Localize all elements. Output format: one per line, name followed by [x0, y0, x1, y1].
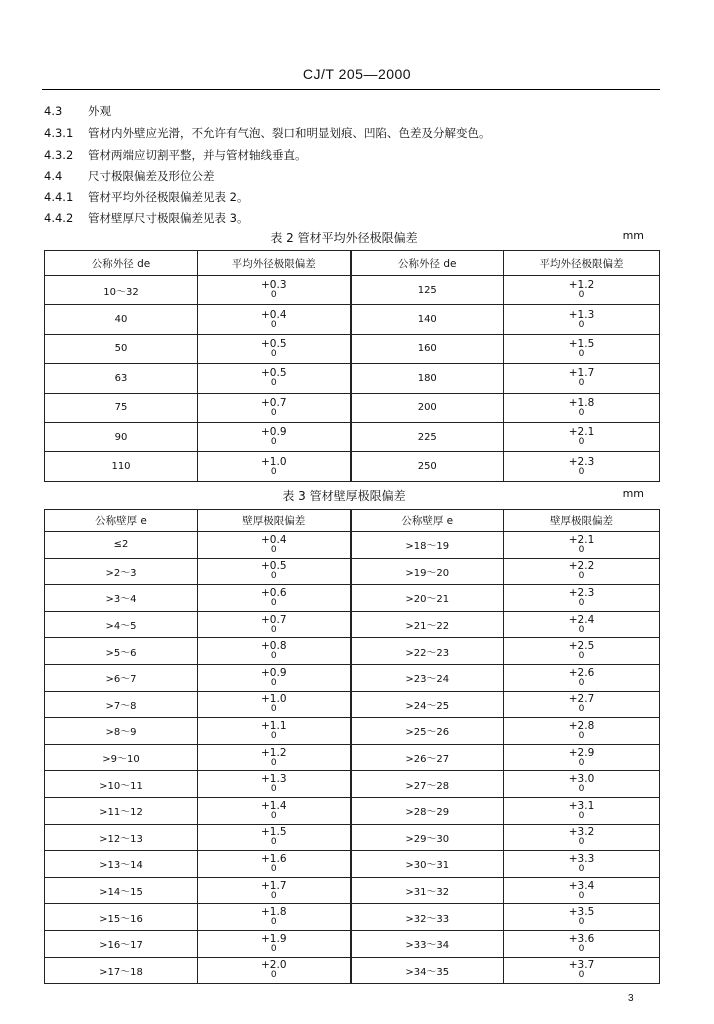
nominal-size-cell: 90 — [45, 422, 198, 451]
nominal-size-cell: 110 — [45, 452, 198, 481]
deviation-cell — [504, 638, 660, 665]
nominal-size-cell: 140 — [351, 305, 504, 334]
paragraph-text: 外观 — [88, 104, 111, 118]
table2-title: 表 2 管材平均外径极限偏差 — [270, 231, 418, 245]
deviation-cell — [198, 638, 351, 665]
lower-deviation: 0 — [270, 704, 277, 715]
nominal-size-cell: >33～34 — [351, 930, 504, 957]
deviation-cell — [198, 664, 351, 691]
nominal-size-cell: >22～23 — [351, 638, 504, 665]
table-header-cell: 平均外径极限偏差 — [504, 251, 660, 276]
nominal-size-cell: 180 — [351, 364, 504, 393]
deviation-cell — [198, 532, 351, 559]
deviation-cell — [504, 585, 660, 612]
lower-deviation: 0 — [270, 810, 277, 821]
upper-deviation: +0.4 — [261, 533, 287, 546]
lower-deviation: 0 — [270, 917, 277, 928]
nominal-size-cell: >16～17 — [45, 930, 198, 957]
table3 — [44, 509, 660, 984]
nominal-size-cell: >14～15 — [45, 877, 198, 904]
table-row — [45, 334, 660, 363]
upper-deviation: +0.6 — [261, 586, 287, 599]
table-row — [45, 585, 660, 612]
table-row — [45, 930, 660, 957]
deviation-cell — [504, 305, 660, 334]
upper-deviation: +0.5 — [261, 337, 287, 350]
deviation-cell — [198, 305, 351, 334]
nominal-size-cell: >7～8 — [45, 691, 198, 718]
nominal-size-cell: >11～12 — [45, 797, 198, 824]
nominal-size-cell: >21～22 — [351, 611, 504, 638]
document-header: CJ/T 205—2000 — [302, 66, 412, 82]
nominal-size-cell: >28～29 — [351, 797, 504, 824]
deviation-cell — [504, 452, 660, 481]
upper-deviation: +3.3 — [568, 852, 595, 865]
upper-deviation: +0.8 — [261, 640, 287, 653]
nominal-size-cell: >20～21 — [351, 585, 504, 612]
paragraph-4-3 — [44, 103, 111, 119]
upper-deviation: +0.5 — [261, 367, 287, 380]
deviation-cell — [198, 930, 351, 957]
paragraph-text: 管材壁厚尺寸极限偏差见表 3。 — [88, 211, 249, 225]
nominal-size-cell: >30～31 — [351, 851, 504, 878]
table-header-cell: 公称外径 de — [45, 251, 198, 276]
upper-deviation: +1.5 — [261, 826, 287, 839]
paragraph-text: 管材两端应切割平整，并与管材轴线垂直。 — [88, 148, 307, 162]
page-number: 3 — [628, 993, 634, 1004]
table-row — [45, 393, 660, 422]
deviation-cell — [504, 532, 660, 559]
lower-deviation: 0 — [578, 544, 585, 555]
nominal-size-cell: 160 — [351, 334, 504, 363]
lower-deviation: 0 — [578, 890, 585, 901]
paragraph-number: 4.3.2 — [44, 148, 74, 162]
deviation-cell — [198, 851, 351, 878]
table-row — [45, 276, 660, 305]
upper-deviation: +0.3 — [261, 279, 287, 292]
lower-deviation: 0 — [578, 837, 585, 848]
deviation-cell — [198, 558, 351, 585]
nominal-size-cell: 125 — [351, 276, 504, 305]
lower-deviation: 0 — [578, 677, 585, 688]
lower-deviation: 0 — [270, 784, 277, 795]
deviation-cell — [198, 334, 351, 363]
upper-deviation: +2.1 — [568, 426, 595, 439]
table-row — [45, 851, 660, 878]
lower-deviation: 0 — [578, 466, 585, 477]
lower-deviation: 0 — [578, 624, 585, 635]
upper-deviation: +0.7 — [261, 613, 287, 626]
nominal-size-cell: 225 — [351, 422, 504, 451]
upper-deviation: +1.6 — [261, 852, 287, 865]
deviation-cell — [504, 393, 660, 422]
nominal-size-cell: >32～33 — [351, 904, 504, 931]
upper-deviation: +3.6 — [568, 932, 595, 945]
deviation-cell — [198, 364, 351, 393]
lower-deviation: 0 — [270, 466, 277, 477]
lower-deviation: 0 — [270, 943, 277, 954]
upper-deviation: +1.3 — [261, 773, 287, 786]
table-row — [45, 904, 660, 931]
table-header-cell: 公称壁厚 e — [351, 510, 504, 532]
lower-deviation: 0 — [270, 544, 277, 555]
nominal-size-cell: >26～27 — [351, 744, 504, 771]
nominal-size-cell: >31～32 — [351, 877, 504, 904]
deviation-cell — [504, 930, 660, 957]
lower-deviation: 0 — [578, 290, 585, 301]
upper-deviation: +1.5 — [568, 337, 595, 350]
nominal-size-cell: 50 — [45, 334, 198, 363]
upper-deviation: +0.9 — [261, 426, 287, 439]
deviation-cell — [198, 276, 351, 305]
table2-unit: mm — [622, 229, 644, 242]
deviation-cell — [504, 824, 660, 851]
upper-deviation: +3.2 — [568, 826, 595, 839]
lower-deviation: 0 — [578, 348, 585, 359]
upper-deviation: +2.2 — [568, 560, 595, 573]
upper-deviation: +1.7 — [568, 367, 595, 380]
nominal-size-cell: 75 — [45, 393, 198, 422]
lower-deviation: 0 — [578, 319, 585, 330]
nominal-size-cell: 250 — [351, 452, 504, 481]
nominal-size-cell: >15～16 — [45, 904, 198, 931]
deviation-cell — [504, 957, 660, 984]
upper-deviation: +3.4 — [568, 879, 595, 892]
deviation-cell — [504, 334, 660, 363]
deviation-cell — [198, 452, 351, 481]
paragraph-text: 管材平均外径极限偏差见表 2。 — [88, 190, 249, 204]
deviation-cell — [504, 718, 660, 745]
table-row — [45, 771, 660, 798]
lower-deviation: 0 — [578, 730, 585, 741]
nominal-size-cell: >6～7 — [45, 664, 198, 691]
lower-deviation: 0 — [578, 757, 585, 768]
nominal-size-cell: >25～26 — [351, 718, 504, 745]
deviation-cell — [198, 771, 351, 798]
deviation-cell — [504, 797, 660, 824]
lower-deviation: 0 — [270, 677, 277, 688]
upper-deviation: +2.9 — [568, 746, 595, 759]
upper-deviation: +3.1 — [568, 799, 595, 812]
table-row — [45, 558, 660, 585]
lower-deviation: 0 — [270, 437, 277, 448]
deviation-cell — [198, 957, 351, 984]
nominal-size-cell: >2～3 — [45, 558, 198, 585]
table-row — [45, 532, 660, 559]
paragraph-text: 管材内外壁应光滑，不允许有气泡、裂口和明显划痕、凹陷、色差及分解变色。 — [88, 126, 491, 140]
upper-deviation: +1.8 — [568, 396, 595, 409]
nominal-size-cell: >29～30 — [351, 824, 504, 851]
paragraph-number: 4.3.1 — [44, 126, 74, 140]
lower-deviation: 0 — [270, 319, 277, 330]
table-row — [45, 664, 660, 691]
nominal-size-cell: >3～4 — [45, 585, 198, 612]
deviation-cell — [198, 797, 351, 824]
lower-deviation: 0 — [270, 863, 277, 874]
upper-deviation: +0.4 — [261, 308, 287, 321]
lower-deviation: 0 — [578, 810, 585, 821]
nominal-size-cell: 63 — [45, 364, 198, 393]
upper-deviation: +1.2 — [261, 746, 287, 759]
upper-deviation: +3.0 — [568, 773, 595, 786]
nominal-size-cell: >9～10 — [45, 744, 198, 771]
lower-deviation: 0 — [270, 890, 277, 901]
upper-deviation: +1.1 — [261, 719, 287, 732]
deviation-cell — [198, 904, 351, 931]
deviation-cell — [198, 611, 351, 638]
deviation-cell — [504, 422, 660, 451]
table-row — [45, 824, 660, 851]
paragraph-text: 尺寸极限偏差及形位公差 — [88, 169, 215, 183]
table-row — [45, 305, 660, 334]
table3-unit: mm — [622, 487, 644, 500]
table-row — [45, 957, 660, 984]
table-header-cell: 平均外径极限偏差 — [198, 251, 351, 276]
upper-deviation: +1.8 — [261, 906, 287, 919]
paragraph-4-4-1 — [44, 189, 248, 205]
upper-deviation: +0.9 — [261, 666, 287, 679]
lower-deviation: 0 — [270, 597, 277, 608]
upper-deviation: +1.9 — [261, 932, 287, 945]
deviation-cell — [198, 877, 351, 904]
deviation-cell — [198, 691, 351, 718]
deviation-cell — [504, 558, 660, 585]
table-row — [45, 744, 660, 771]
upper-deviation: +1.3 — [568, 308, 595, 321]
table-header-cell: 公称外径 de — [351, 251, 504, 276]
lower-deviation: 0 — [270, 757, 277, 768]
lower-deviation: 0 — [270, 378, 277, 389]
lower-deviation: 0 — [270, 571, 277, 582]
upper-deviation: +1.0 — [261, 693, 287, 706]
lower-deviation: 0 — [270, 407, 277, 418]
nominal-size-cell: >8～9 — [45, 718, 198, 745]
table-header-cell: 壁厚极限偏差 — [198, 510, 351, 532]
nominal-size-cell: >34～35 — [351, 957, 504, 984]
header-rule — [42, 89, 660, 90]
paragraph-number: 4.3 — [44, 104, 63, 118]
paragraph-number: 4.4.2 — [44, 211, 74, 225]
lower-deviation: 0 — [578, 597, 585, 608]
nominal-size-cell: >23～24 — [351, 664, 504, 691]
nominal-size-cell: >18～19 — [351, 532, 504, 559]
lower-deviation: 0 — [578, 437, 585, 448]
paragraph-4-4 — [44, 168, 215, 184]
deviation-cell — [198, 824, 351, 851]
lower-deviation: 0 — [270, 651, 277, 662]
paragraph-4-4-2 — [44, 210, 248, 226]
table-row — [45, 452, 660, 481]
nominal-size-cell: >17～18 — [45, 957, 198, 984]
upper-deviation: +2.7 — [568, 693, 595, 706]
deviation-cell — [504, 691, 660, 718]
table-row — [45, 611, 660, 638]
deviation-cell — [198, 393, 351, 422]
lower-deviation: 0 — [578, 970, 585, 981]
upper-deviation: +1.4 — [261, 799, 287, 812]
deviation-cell — [504, 664, 660, 691]
paragraph-4-3-1 — [44, 125, 491, 141]
table-row — [45, 797, 660, 824]
table-row — [45, 638, 660, 665]
deviation-cell — [504, 744, 660, 771]
deviation-cell — [504, 364, 660, 393]
lower-deviation: 0 — [270, 348, 277, 359]
table-header-cell: 公称壁厚 e — [45, 510, 198, 532]
upper-deviation: +2.3 — [568, 455, 595, 468]
table-row — [45, 877, 660, 904]
deviation-cell — [198, 744, 351, 771]
lower-deviation: 0 — [578, 784, 585, 795]
lower-deviation: 0 — [578, 863, 585, 874]
lower-deviation: 0 — [270, 970, 277, 981]
lower-deviation: 0 — [270, 730, 277, 741]
table-header-cell: 壁厚极限偏差 — [504, 510, 660, 532]
nominal-size-cell: >27～28 — [351, 771, 504, 798]
nominal-size-cell: >12～13 — [45, 824, 198, 851]
upper-deviation: +2.3 — [568, 586, 595, 599]
paragraph-number: 4.4 — [44, 169, 63, 183]
upper-deviation: +0.7 — [261, 396, 287, 409]
lower-deviation: 0 — [578, 943, 585, 954]
deviation-cell — [198, 422, 351, 451]
paragraph-number: 4.4.1 — [44, 190, 74, 204]
table3-title: 表 3 管材壁厚极限偏差 — [282, 489, 406, 503]
deviation-cell — [504, 904, 660, 931]
deviation-cell — [198, 585, 351, 612]
lower-deviation: 0 — [578, 378, 585, 389]
upper-deviation: +3.5 — [568, 906, 595, 919]
nominal-size-cell: >24～25 — [351, 691, 504, 718]
upper-deviation: +1.7 — [261, 879, 287, 892]
table-row — [45, 422, 660, 451]
nominal-size-cell: >4～5 — [45, 611, 198, 638]
deviation-cell — [198, 718, 351, 745]
upper-deviation: +2.5 — [568, 640, 595, 653]
table-row — [45, 691, 660, 718]
nominal-size-cell: >19～20 — [351, 558, 504, 585]
upper-deviation: +2.1 — [568, 533, 595, 546]
upper-deviation: +1.0 — [261, 455, 287, 468]
table-row — [45, 718, 660, 745]
lower-deviation: 0 — [578, 917, 585, 928]
lower-deviation: 0 — [578, 571, 585, 582]
paragraph-4-3-2 — [44, 147, 307, 163]
deviation-cell — [504, 611, 660, 638]
nominal-size-cell: >10～11 — [45, 771, 198, 798]
upper-deviation: +2.8 — [568, 719, 595, 732]
deviation-cell — [504, 877, 660, 904]
lower-deviation: 0 — [578, 407, 585, 418]
lower-deviation: 0 — [578, 651, 585, 662]
deviation-cell — [504, 276, 660, 305]
lower-deviation: 0 — [270, 837, 277, 848]
upper-deviation: +2.4 — [568, 613, 595, 626]
deviation-cell — [504, 851, 660, 878]
nominal-size-cell: >13～14 — [45, 851, 198, 878]
nominal-size-cell: >5～6 — [45, 638, 198, 665]
nominal-size-cell: ≤2 — [45, 532, 198, 559]
upper-deviation: +0.5 — [261, 560, 287, 573]
deviation-cell — [504, 771, 660, 798]
lower-deviation: 0 — [270, 290, 277, 301]
table2 — [44, 250, 660, 482]
lower-deviation: 0 — [270, 624, 277, 635]
upper-deviation: +3.7 — [568, 959, 595, 972]
upper-deviation: +1.2 — [568, 279, 595, 292]
table-row — [45, 364, 660, 393]
upper-deviation: +2.0 — [261, 959, 287, 972]
lower-deviation: 0 — [578, 704, 585, 715]
nominal-size-cell: 40 — [45, 305, 198, 334]
upper-deviation: +2.6 — [568, 666, 595, 679]
nominal-size-cell: 10～32 — [45, 276, 198, 305]
nominal-size-cell: 200 — [351, 393, 504, 422]
